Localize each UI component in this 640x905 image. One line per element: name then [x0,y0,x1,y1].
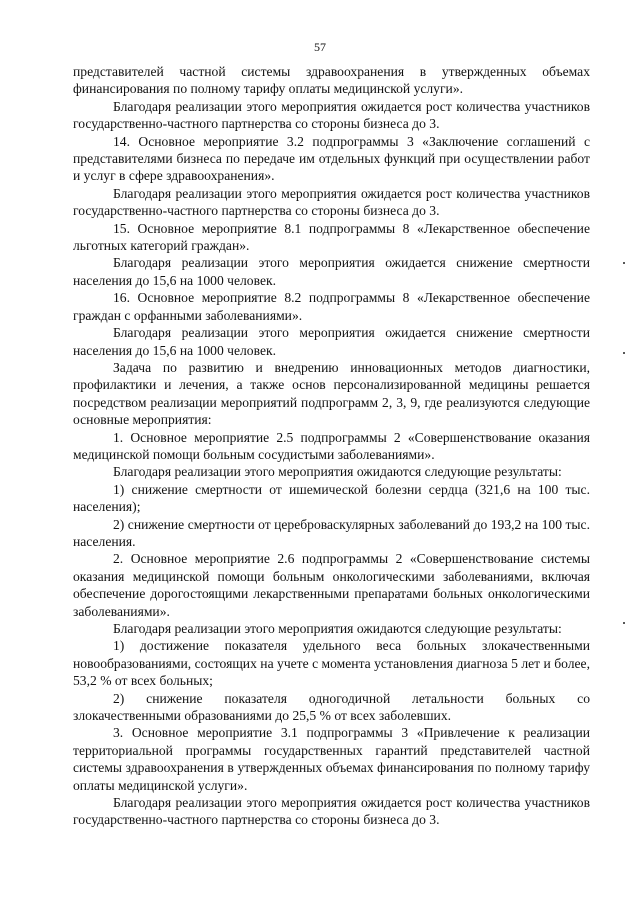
page-number: 57 [314,40,326,54]
paragraph: Благодаря реализации этого мероприятия ожидается рост количества участников государственно-частного партнерства со стороны бизнеса до 3. [73,98,590,132]
paragraph: 14. Основное мероприятие 3.2 подпрограммы 3 «Заключение соглашений с представителями бизнеса по передаче им отдельных функций при осуществлении работ и услуг в сфере здравоохранения». [73,133,590,184]
paragraph: 15. Основное мероприятие 8.1 подпрограммы 8 «Лекарственное обеспечение льготных категорий граждан». [73,220,590,254]
list-item: 2) снижение показателя одногодичной летальности больных со злокачественными образованиями до 25,5 % от всех заболевших. [73,690,590,724]
list-item: 2) снижение смертности от цереброваскулярных заболеваний до 193,2 на 100 тыс. населения. [73,516,590,549]
paragraph: Благодаря реализации этого мероприятия ожидается рост количества участников государственно-частного партнерства со стороны бизнеса до 3. [73,795,590,828]
paragraph: представителей частной системы здравоохранения в утвержденных объемах финансирования по полному тарифу оплаты медицинской услуги». [73,64,590,97]
paragraph: 2. Основное мероприятие 2.6 подпрограммы 2 «Совершенствование системы оказания медицинской помощи больным онкологическими заболеваниями, включая обеспечение дорогостоящими лекарственными препаратами больных онкологическими заболеваниями». [73,551,590,619]
scan-speck [623,352,625,354]
scan-speck [623,622,625,624]
list-item: 1) достижение показателя удельного веса больных злокачественными новообразованиями, состоящих на учете с момента установления диагноза 5 лет и более, 53,2 % от всех больных; [73,638,590,689]
document-body [73,63,590,829]
paragraph: 16. Основное мероприятие 8.2 подпрограммы 8 «Лекарственное обеспечение граждан с орфанными заболеваниями». [73,290,590,323]
list-item: 1) снижение смертности от ишемической болезни сердца (321,6 на 100 тыс. населения); [73,481,590,515]
paragraph: Благодаря реализации этого мероприятия ожидается снижение смертности населения до 15,6 на 1000 человек. [73,325,590,358]
paragraph: Благодаря реализации этого мероприятия ожидаются следующие результаты: [113,464,562,480]
paragraph: Задача по развитию и внедрению инновационных методов диагностики, профилактики и лечения, а также основ персонализированной медицины решается посредством реализации мероприятий подпрограмм 2, 3, 9, где реализуются следующие основные мероприятия: [73,359,590,428]
paragraph: 3. Основное мероприятие 3.1 подпрограммы 3 «Привлечение к реализации территориальной программы государственных гарантий представителей частной системы здравоохранения в утвержденных объемах финансирования по полному тарифу оплаты медицинской услуги». [73,725,590,793]
scan-speck [623,262,625,264]
paragraph: Благодаря реализации этого мероприятия ожидается снижение смертности населения до 15,6 на 1000 человек. [73,255,590,288]
paragraph: Благодаря реализации этого мероприятия ожидаются следующие результаты: [113,621,562,636]
paragraph: Благодаря реализации этого мероприятия ожидается рост количества участников государственно-частного партнерства со стороны бизнеса до 3. [73,185,590,219]
paragraph: 1. Основное мероприятие 2.5 подпрограммы 2 «Совершенствование оказания медицинской помощи больным сосудистыми заболеваниями». [73,429,590,462]
